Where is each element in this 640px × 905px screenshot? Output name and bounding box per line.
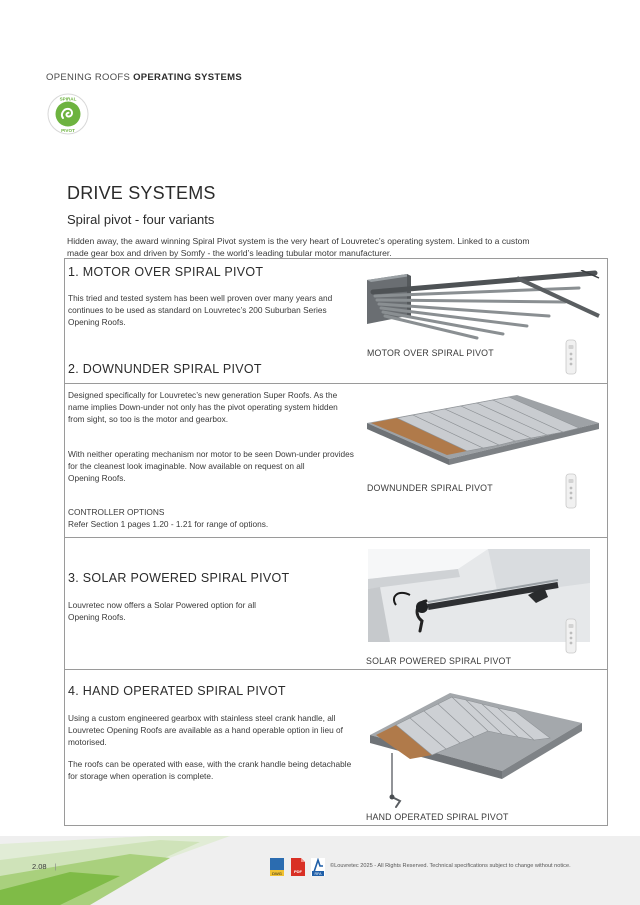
breadcrumb xyxy=(46,72,242,83)
remote-control-icon xyxy=(564,473,578,509)
section-1-caption: MOTOR OVER SPIRAL PIVOT xyxy=(367,348,494,358)
hand-operated-spiral-pivot-image xyxy=(370,693,582,811)
downunder-spiral-pivot-image xyxy=(367,393,599,465)
solar-powered-spiral-pivot-image xyxy=(368,549,590,642)
section-divider xyxy=(64,669,608,670)
remote-control-icon xyxy=(564,339,578,375)
page-number: 2.08 | xyxy=(32,862,57,871)
section-3-caption: SOLAR POWERED SPIRAL PIVOT xyxy=(366,656,512,666)
section-4-text-1: Using a custom engineered gearbox with stainless steel crank handle, all Louvretec Opening Roofs are available as a hand operable option in lieu of motorised. xyxy=(68,713,343,747)
controller-options-heading: CONTROLLER OPTIONS xyxy=(68,507,165,517)
motor-over-spiral-pivot-image xyxy=(367,270,602,342)
section-3-title: 3. SOLAR POWERED SPIRAL PIVOT xyxy=(68,571,290,585)
badge-top-text: SPIRAL xyxy=(59,96,77,102)
section-divider xyxy=(64,537,608,538)
controller-options-text: Refer Section 1 pages 1.20 - 1.21 for range of options. xyxy=(68,519,269,529)
page-subtitle: Spiral pivot - four variants xyxy=(67,212,215,227)
dwg-icon-label: DWG xyxy=(272,871,282,876)
section-2-text-1: Designed specifically for Louvretec’s new generation Super Roofs. As the name implies Down-under not only has the pivot operating system hidden from sight, so too is the motor and gearbox. xyxy=(68,390,338,424)
dwg-file-icon[interactable] xyxy=(270,858,284,876)
remote-control-icon xyxy=(564,618,578,654)
copyright-notice: ©Louvretec 2025 - All Rights Reserved. Technical specifications subject to change without notice. xyxy=(330,863,571,869)
section-2-caption: DOWNUNDER SPIRAL PIVOT xyxy=(367,483,493,493)
section-4-text-2: The roofs can be operated with ease, with the crank handle being detachable for storage when operation is complete. xyxy=(68,759,352,781)
spiral-pivot-badge-icon xyxy=(46,92,90,136)
section-2-title: 2. DOWNUNDER SPIRAL PIVOT xyxy=(68,362,262,376)
pdf-icon-label: PDF xyxy=(294,869,302,874)
intro-paragraph: Hidden away, the award winning Spiral Pivot system is the very heart of Louvretec’s operating system. Linked to a custom made gear box and driven by Somfy - the world’s leading tubular motor manufacturer. xyxy=(67,236,530,258)
revit-file-icon[interactable] xyxy=(311,858,325,876)
revit-icon-label: RFA xyxy=(314,872,322,876)
section-3-text: Louvretec now offers a Solar Powered option for all Opening Roofs. xyxy=(68,600,257,622)
pdf-file-icon[interactable] xyxy=(291,858,305,876)
section-4-title: 4. HAND OPERATED SPIRAL PIVOT xyxy=(68,684,286,698)
section-divider xyxy=(64,383,608,384)
breadcrumb-page: OPERATING SYSTEMS xyxy=(133,72,243,83)
breadcrumb-section: OPENING ROOFS xyxy=(46,72,131,83)
section-1-title: 1. MOTOR OVER SPIRAL PIVOT xyxy=(68,265,264,279)
section-1-text: This tried and tested system has been well proven over many years and continues to be used as standard on Louvretec’s 200 Suburban Series Opening Roofs. xyxy=(68,293,333,327)
badge-bottom-text: PIVOT xyxy=(61,128,75,133)
page-title: DRIVE SYSTEMS xyxy=(67,183,216,203)
section-2-text-2: With neither operating mechanism nor motor to be seen Down-under provides for the cleanest look imaginable. Now available on request on all Opening Roofs. xyxy=(68,449,354,483)
section-4-caption: HAND OPERATED SPIRAL PIVOT xyxy=(366,812,509,822)
